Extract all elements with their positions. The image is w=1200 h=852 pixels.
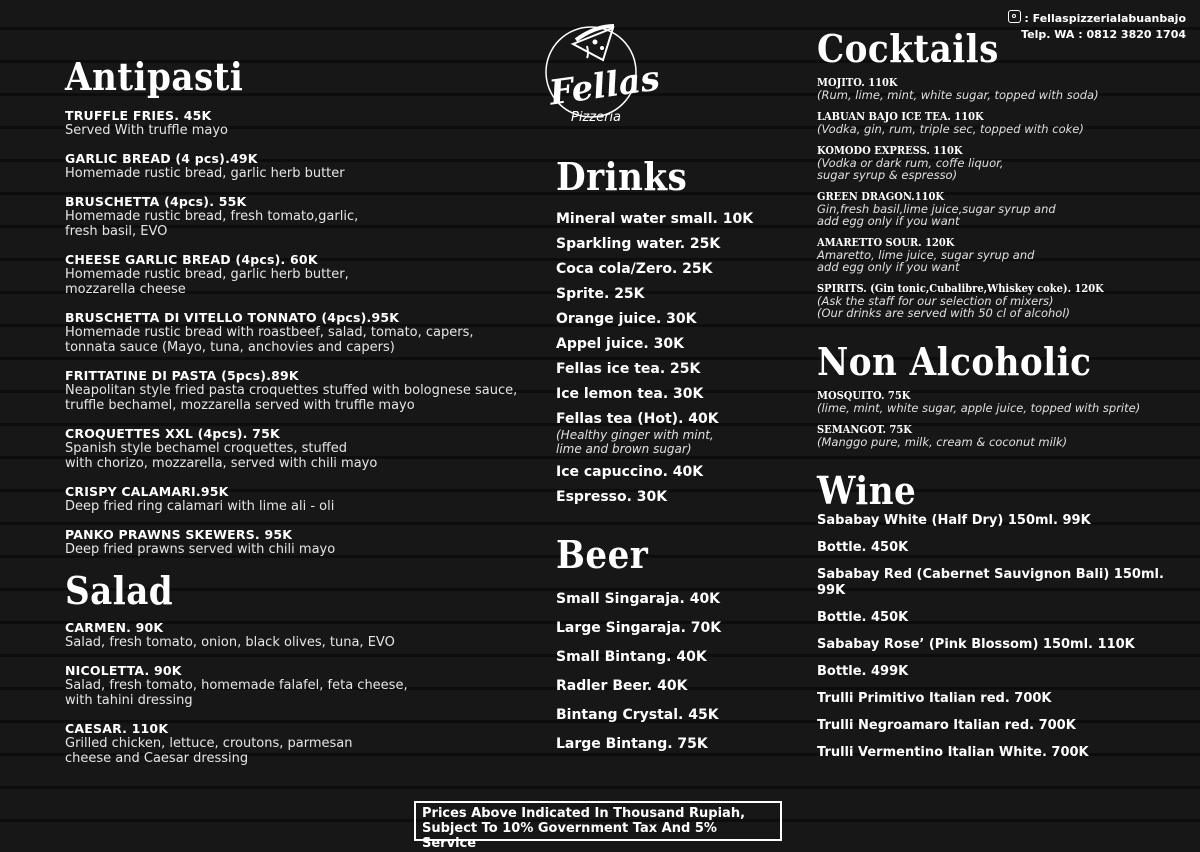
cocktail-name: MOSQUITO. 75K	[817, 388, 911, 402]
menu-item	[65, 484, 535, 514]
cocktail-item	[817, 110, 1187, 135]
menu-item	[65, 620, 535, 650]
cocktail-item	[817, 190, 1187, 227]
cocktail-description: Amaretto, lime juice, sugar syrup and add egg only if you want	[817, 247, 1035, 274]
wine-item: Trulli Vermentino Italian White. 700K	[817, 745, 1089, 761]
drink-name: Ice capuccino. 40K	[556, 463, 704, 480]
phone-number: Telp. WA : 0812 3820 1704	[1021, 28, 1186, 41]
beer-item: Large Bintang. 75K	[556, 735, 708, 752]
cocktail-item	[817, 236, 1187, 273]
wine-item: Sababay White (Half Dry) 150ml. 99K	[817, 513, 1091, 529]
menu-item-name: CRISPY CALAMARI.95K	[65, 483, 229, 499]
drink-item	[556, 260, 796, 278]
wine-item: Bottle. 450K	[817, 540, 909, 556]
drink-name: Appel juice. 30K	[556, 335, 684, 352]
drink-name: Fellas tea (Hot). 40K	[556, 410, 719, 427]
cocktail-item	[817, 423, 1187, 448]
middle-column	[556, 156, 796, 764]
wine-item: Bottle. 499K	[817, 664, 909, 680]
drink-item	[556, 360, 796, 378]
drink-name: Coca cola/Zero. 25K	[556, 260, 713, 277]
menu-item	[65, 310, 535, 355]
wine-list	[817, 513, 1187, 761]
cocktail-item	[817, 282, 1187, 319]
drink-name: Sprite. 25K	[556, 285, 645, 302]
drinks-title: Drinks	[556, 154, 688, 199]
menu-item	[65, 527, 535, 557]
cocktail-name: SEMANGOT. 75K	[817, 422, 912, 436]
drink-name: Orange juice. 30K	[556, 310, 697, 327]
antipasti-list	[65, 108, 535, 557]
cocktail-description: (Manggo pure, milk, cream & coconut milk)	[817, 434, 1068, 449]
drink-item	[556, 285, 796, 303]
menu-item-name: PANKO PRAWNS SKEWERS. 95K	[65, 526, 293, 542]
drink-name: Espresso. 30K	[556, 488, 668, 505]
drink-name: Sparkling water. 25K	[556, 235, 721, 252]
wine-title: Wine	[817, 467, 917, 513]
cocktail-description: (Rum, lime, mint, white sugar, topped with soda)	[817, 87, 1099, 102]
menu-item-name: FRITTATINE DI PASTA (5pcs).89K	[65, 367, 299, 383]
left-column	[65, 56, 535, 779]
drink-name: Fellas ice tea. 25K	[556, 360, 701, 377]
menu-item	[65, 663, 535, 708]
menu-item-description: Salad, fresh tomato, onion, black olives, tuna, EVO	[65, 634, 395, 650]
wine-item: Bottle. 450K	[817, 610, 909, 626]
brand-subtitle: Pizzeria	[571, 110, 622, 125]
salad-title: Salad	[65, 567, 174, 613]
drink-item	[556, 235, 796, 253]
menu-item-description: Homemade rustic bread, fresh tomato,garlic, fresh basil, EVO	[65, 208, 359, 239]
menu-item	[65, 252, 535, 297]
menu-item-description: Homemade rustic bread, garlic herb butter, mozzarella cheese	[65, 266, 349, 297]
cocktail-name: SPIRITS. (Gin tonic,Cubalibre,Whiskey coke). 120K	[817, 281, 1104, 295]
cocktails-title: Cocktails	[817, 26, 999, 71]
price-notice-line1: Prices Above Indicated In Thousand Rupiah,	[422, 806, 746, 821]
wine-item: Trulli Primitivo Italian red. 700K	[817, 691, 1052, 707]
beer-item: Small Bintang. 40K	[556, 648, 707, 665]
salad-list	[65, 620, 535, 766]
wine-item: Trulli Negroamaro Italian red. 700K	[817, 718, 1076, 734]
instagram-icon	[1008, 10, 1021, 23]
cocktail-name: GREEN DRAGON.110K	[817, 189, 944, 203]
brand-name: Fellas	[546, 58, 663, 114]
menu-item-name: CHEESE GARLIC BREAD (4pcs). 60K	[65, 251, 318, 267]
cocktails-list	[817, 76, 1187, 319]
cocktail-name: LABUAN BAJO ICE TEA. 110K	[817, 109, 984, 123]
drink-name: Mineral water small. 10K	[556, 210, 754, 227]
menu-item	[65, 368, 535, 413]
menu-item-name: NICOLETTA. 90K	[65, 662, 182, 678]
cocktail-description: Gin,fresh basil,lime juice,sugar syrup and add egg only if you want	[817, 201, 1056, 228]
drinks-list	[556, 210, 796, 506]
menu-item-name: CROQUETTES XXL (4pcs). 75K	[65, 425, 280, 441]
price-notice	[414, 801, 782, 851]
beer-item: Large Singaraja. 70K	[556, 619, 722, 636]
menu-item-description: Deep fried prawns served with chili mayo	[65, 541, 336, 557]
cocktail-item	[817, 76, 1187, 101]
menu-item-name: BRUSCHETTA DI VITELLO TONNATO (4pcs).95K	[65, 309, 400, 325]
instagram-handle[interactable]	[1008, 10, 1186, 27]
instagram-label: : Fellaspizzerialabuanbajo	[1024, 12, 1186, 25]
menu-item-description: Salad, fresh tomato, homemade falafel, feta cheese, with tahini dressing	[65, 677, 408, 708]
cocktail-description: (Vodka or dark rum, coffe liquor, sugar syrup & espresso)	[817, 155, 1004, 182]
menu-item-name: TRUFFLE FRIES. 45K	[65, 107, 212, 123]
beer-title: Beer	[556, 531, 649, 577]
cocktail-description: (Ask the staff for our selection of mixers) (Our drinks are served with 50 cl of alcohol)	[817, 293, 1071, 320]
drink-item	[556, 385, 796, 403]
drink-item	[556, 335, 796, 353]
menu-item	[65, 194, 535, 239]
cocktail-name: AMARETTO SOUR. 120K	[817, 235, 955, 249]
drink-item	[556, 488, 796, 506]
cocktail-item	[817, 144, 1187, 181]
non-alcoholic-title: Non Alcoholic	[817, 338, 1092, 384]
drink-item	[556, 310, 796, 328]
drink-item	[556, 210, 796, 228]
menu-item-description: Neapolitan style fried pasta croquettes stuffed with bolognese sauce, truffle bechamel, mozzarella served with truffle mayo	[65, 382, 518, 413]
cocktail-description: (lime, mint, white sugar, apple juice, topped with sprite)	[817, 400, 1141, 415]
non-alcoholic-list	[817, 389, 1187, 448]
menu-item	[65, 151, 535, 181]
right-column	[817, 28, 1187, 772]
cocktail-name: KOMODO EXPRESS. 110K	[817, 143, 963, 157]
drink-item	[556, 463, 796, 481]
beer-item: Bintang Crystal. 45K	[556, 706, 719, 723]
beer-item: Small Singaraja. 40K	[556, 590, 721, 607]
menu-item	[65, 108, 535, 138]
wine-item: Sababay Red (Cabernet Sauvignon Bali) 150ml. 99K	[817, 567, 1164, 599]
antipasti-title: Antipasti	[65, 54, 244, 99]
menu-item-description: Served With truffle mayo	[65, 122, 228, 138]
cocktail-item	[817, 389, 1187, 414]
menu-item-name: CARMEN. 90K	[65, 619, 164, 635]
menu-item-description: Spanish style bechamel croquettes, stuffed with chorizo, mozzarella, served with chili mayo	[65, 440, 378, 471]
drink-name: Ice lemon tea. 30K	[556, 385, 704, 402]
cocktail-description: (Vodka, gin, rum, triple sec, topped with coke)	[817, 121, 1084, 136]
beer-list	[556, 590, 796, 753]
beer-item: Radler Beer. 40K	[556, 677, 688, 694]
wine-item: Sababay Rose’ (Pink Blossom) 150ml. 110K	[817, 637, 1135, 653]
cocktail-name: MOJITO. 110K	[817, 75, 898, 89]
fellas-logo	[543, 10, 663, 130]
drink-item	[556, 410, 796, 456]
price-notice-line2: Subject To 10% Government Tax And 5% Service	[422, 821, 717, 851]
menu-item	[65, 721, 535, 766]
menu-item-name: CAESAR. 110K	[65, 720, 169, 736]
drink-description: (Healthy ginger with mint, lime and brown sugar)	[556, 427, 714, 456]
menu-item-name: GARLIC BREAD (4 pcs).49K	[65, 150, 258, 166]
menu-item-description: Homemade rustic bread with roastbeef, salad, tomato, capers, tonnata sauce (Mayo, tuna, anchovies and capers)	[65, 324, 474, 355]
menu-item-description: Homemade rustic bread, garlic herb butter	[65, 165, 345, 181]
menu-item	[65, 426, 535, 471]
menu-item-description: Grilled chicken, lettuce, croutons, parmesan cheese and Caesar dressing	[65, 735, 353, 766]
menu-item-description: Deep fried ring calamari with lime ali - oli	[65, 498, 335, 514]
menu-item-name: BRUSCHETTA (4pcs). 55K	[65, 193, 247, 209]
